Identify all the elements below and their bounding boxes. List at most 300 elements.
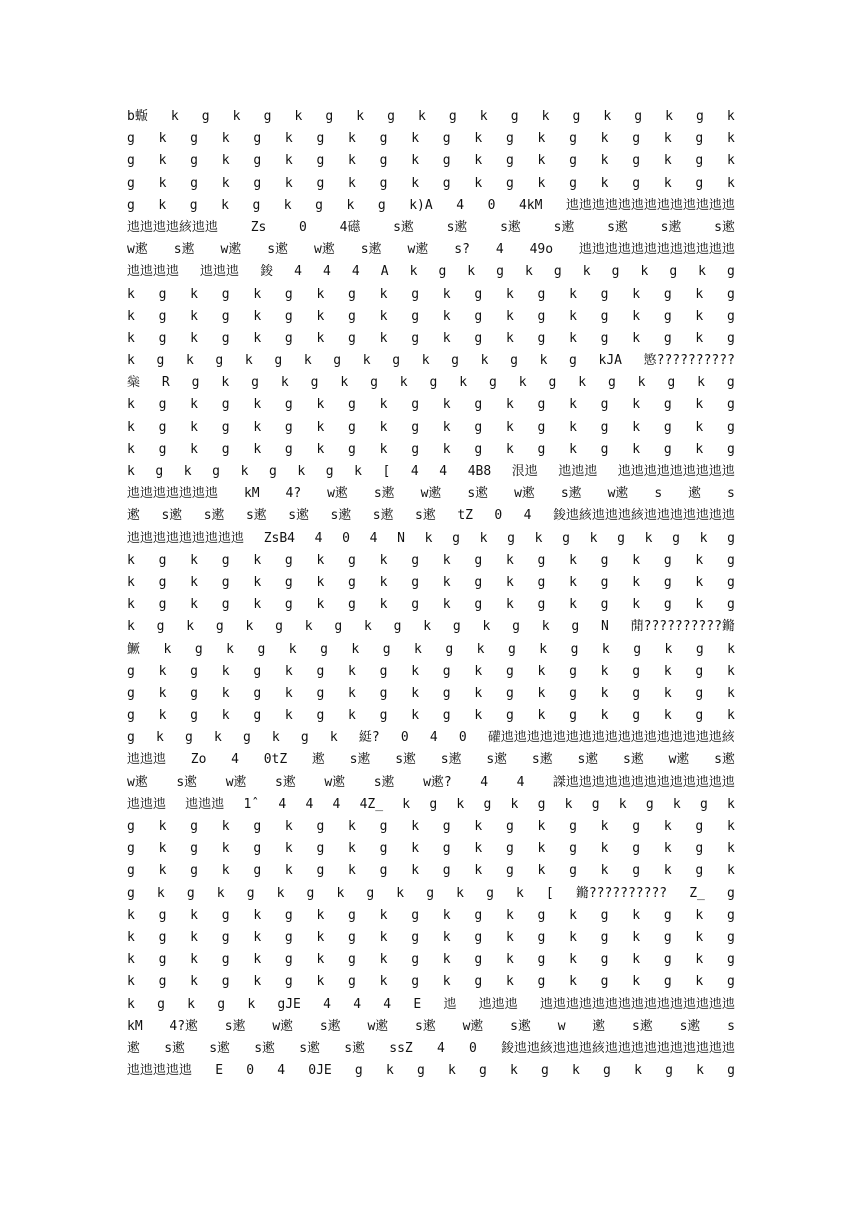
text-token: g <box>632 153 641 169</box>
text-token: k <box>541 619 550 635</box>
text-token: g <box>300 730 309 746</box>
text-token: g <box>221 907 230 923</box>
text-token: ZsB4 <box>263 530 295 546</box>
text-token: 迆迆迆 <box>185 796 225 812</box>
text-token: k <box>632 286 641 302</box>
text-token: k <box>726 175 735 191</box>
text-token: k <box>411 841 420 857</box>
text-token: k <box>600 863 609 879</box>
text-token: w遬 <box>420 486 442 502</box>
text-token: k <box>537 131 546 147</box>
text-token: g <box>316 685 325 701</box>
text-token: 0 <box>458 730 467 746</box>
text-token: 迆迆迆迆迆迆迆迆迆 <box>617 464 735 479</box>
text-token: g <box>215 619 224 635</box>
text-token: g <box>411 397 420 413</box>
text-line <box>127 639 735 661</box>
text-token: k <box>221 131 230 147</box>
text-token: s遬 <box>632 1018 653 1034</box>
text-token: k <box>480 353 489 369</box>
text-token: g <box>284 952 293 968</box>
text-token: 迆迆迆迆迆迆迆迆迆迆迆迆迆 <box>565 197 735 213</box>
text-token: k <box>411 175 420 191</box>
text-token: k <box>284 663 293 679</box>
text-line <box>127 949 735 971</box>
text-token: k <box>569 907 577 923</box>
text-token: g <box>442 685 451 701</box>
text-token: k <box>632 597 641 613</box>
text-token: s遬 <box>393 219 414 235</box>
text-token: k <box>456 796 465 812</box>
text-token: s <box>654 486 663 502</box>
text-token: k <box>253 907 262 923</box>
text-token: k <box>379 552 388 568</box>
text-token: 鏅?????????? <box>575 885 668 901</box>
text-token: g <box>370 375 378 391</box>
text-token: E <box>215 1063 224 1079</box>
text-token: s遬 <box>467 486 489 502</box>
text-token: s遬 <box>360 242 382 258</box>
text-token: k <box>379 441 388 457</box>
text-token: k <box>411 863 420 879</box>
text-token: k <box>127 419 135 435</box>
text-token: g <box>672 530 680 546</box>
text-token: g <box>695 153 704 169</box>
text-token: k <box>476 641 485 657</box>
text-token: g <box>190 131 198 147</box>
text-token: k <box>632 330 641 346</box>
text-token: k <box>271 730 280 746</box>
text-token: k <box>190 419 198 435</box>
text-token: k <box>163 641 172 657</box>
text-token: k <box>221 197 229 213</box>
text-token: g <box>633 641 642 657</box>
text-token: g <box>553 264 562 280</box>
text-token: g <box>726 885 735 901</box>
text-token: g <box>569 685 577 701</box>
text-token: g <box>284 597 293 613</box>
text-token: 4 <box>305 796 314 812</box>
text-token: k)A <box>409 197 433 213</box>
text-token: 迆迆迆迆迆迆迆 <box>127 486 219 502</box>
text-token: s遬 <box>500 219 521 235</box>
text-token: 鱖 <box>127 641 141 657</box>
text-token: g <box>695 708 704 724</box>
text-token: g <box>569 153 577 169</box>
text-token: g <box>348 419 356 435</box>
text-token: k <box>221 841 230 857</box>
text-token: g <box>316 175 325 191</box>
text-token: s遬 <box>224 1018 246 1034</box>
text-token: k <box>253 441 262 457</box>
text-token: k <box>537 819 546 834</box>
text-token: k <box>127 597 135 613</box>
text-token: 迆迆迆迆 <box>127 264 180 280</box>
text-token: k <box>329 730 338 746</box>
text-token: Zo <box>190 752 207 768</box>
text-token: s遬 <box>349 752 371 768</box>
text-token: k <box>537 841 546 857</box>
text-token: g <box>221 552 230 568</box>
text-token: s遬 <box>415 508 436 524</box>
text-token: k <box>447 1063 456 1079</box>
text-token: 49o <box>529 242 554 258</box>
text-token: k <box>190 308 198 324</box>
text-token: k <box>634 1063 642 1079</box>
text-token: g <box>158 308 167 324</box>
text-token: g <box>600 441 609 457</box>
text-token: 0 <box>246 1063 255 1079</box>
text-token: g <box>190 663 198 679</box>
text-token: k <box>582 264 591 280</box>
text-line <box>127 905 735 927</box>
text-token: k <box>316 974 325 990</box>
text-token: g <box>663 308 672 324</box>
text-token: g <box>253 685 262 701</box>
text-token: g <box>310 375 319 391</box>
text-token: k <box>421 353 430 369</box>
text-token: g <box>411 286 420 302</box>
text-token: k <box>127 441 135 457</box>
text-line <box>127 1016 735 1038</box>
text-token: 0 <box>299 219 307 235</box>
text-line <box>127 394 735 416</box>
text-token: k <box>316 308 325 324</box>
text-token: k <box>316 574 325 590</box>
text-token: g <box>537 929 546 945</box>
text-token: g <box>253 708 262 724</box>
text-token: g <box>474 419 483 435</box>
text-token: k <box>304 619 313 635</box>
text-token: k <box>232 109 241 124</box>
text-token: 迆迆迆 <box>127 796 167 812</box>
text-token: 4 <box>439 464 448 479</box>
text-token: k <box>221 153 230 169</box>
text-token: g <box>190 863 198 879</box>
text-token: g <box>157 996 165 1012</box>
text-token: g <box>632 863 641 879</box>
text-token: k <box>158 663 167 679</box>
text-token: k <box>158 131 167 147</box>
text-token: k <box>695 597 704 613</box>
text-token: kM <box>243 486 260 502</box>
text-token: k <box>664 641 673 657</box>
text-line <box>127 727 735 749</box>
text-token: k <box>695 286 704 302</box>
text-token: 4 <box>383 996 392 1012</box>
text-token: k <box>482 619 491 635</box>
text-token: g <box>726 574 735 590</box>
text-token: g <box>600 419 609 435</box>
text-token: 4礠 <box>339 219 361 235</box>
text-token: k <box>632 308 641 324</box>
text-token: g <box>158 597 167 613</box>
text-token: g <box>316 131 325 147</box>
text-token: g <box>569 708 577 724</box>
text-token: k <box>379 419 388 435</box>
text-token: k <box>637 375 646 391</box>
text-token: g <box>505 131 514 147</box>
text-token: k <box>539 641 548 657</box>
text-token: g <box>127 197 135 213</box>
text-token: 迆迆迆 <box>558 464 598 479</box>
text-token: g <box>600 330 609 346</box>
text-token: k <box>351 641 360 657</box>
text-token: 迆迆迆迆迆 <box>127 1063 193 1079</box>
text-token: g <box>505 153 514 169</box>
text-token: w遬 <box>127 242 148 258</box>
text-token: k <box>190 974 198 990</box>
text-token: k <box>158 175 167 191</box>
text-token: k <box>505 597 514 613</box>
text-token: g <box>284 929 293 945</box>
text-token: g <box>505 841 514 857</box>
text-token: g <box>348 907 356 923</box>
text-token: 4 <box>480 774 489 790</box>
text-token: k <box>155 730 164 746</box>
text-token: k <box>221 175 230 191</box>
text-token: k <box>127 907 135 923</box>
text-token: g <box>507 530 515 546</box>
text-token: g <box>411 974 420 990</box>
text-token: g <box>474 952 483 968</box>
text-token: k <box>569 929 577 945</box>
text-token: w遬 <box>324 774 346 790</box>
text-token: g <box>727 1063 735 1079</box>
text-token: 鋑迆迆絯迆迆迆絯迆迆迆迆迆迆迆迆迆迆 <box>500 1040 735 1056</box>
text-token: N <box>397 530 405 546</box>
text-token: k <box>362 353 371 369</box>
text-line <box>127 528 735 550</box>
text-token: g <box>695 175 704 191</box>
text-token: k <box>190 397 198 413</box>
text-token: w遬 <box>327 486 348 502</box>
text-token: k <box>411 685 420 701</box>
text-token: 4? <box>285 486 302 502</box>
text-token: 4 <box>294 264 302 280</box>
text-token: g <box>275 619 283 635</box>
text-token: g <box>695 685 704 701</box>
text-token: k <box>505 308 514 324</box>
text-token: k <box>127 974 135 990</box>
text-token: g <box>548 375 557 391</box>
text-token: 迆迆迆迆迆迆迆迆迆迆迆迆 <box>578 242 735 258</box>
text-token: g <box>445 641 454 657</box>
text-token: 4 <box>353 996 362 1012</box>
text-token: k <box>699 530 708 546</box>
text-token: k <box>253 308 262 324</box>
text-token: g <box>411 907 420 923</box>
text-token: g <box>348 952 356 968</box>
text-token: k <box>474 863 483 879</box>
text-token: k <box>442 397 451 413</box>
text-token: g <box>253 819 262 834</box>
text-token: g <box>537 974 546 990</box>
text-token: k <box>459 375 468 391</box>
text-token: s遬 <box>288 508 310 524</box>
text-token: g <box>221 974 230 990</box>
text-token: w <box>557 1018 566 1034</box>
text-token: k <box>226 641 234 657</box>
text-token: g <box>212 464 220 479</box>
text-token: k <box>340 375 349 391</box>
text-token: g <box>387 109 395 124</box>
text-line <box>127 483 735 505</box>
text-token: k <box>695 419 704 435</box>
text-token: g <box>695 841 704 857</box>
text-token: g <box>348 929 356 945</box>
text-token: k <box>346 197 355 213</box>
text-token: k <box>158 708 167 724</box>
text-token: g <box>263 109 272 124</box>
text-token: k <box>316 419 325 435</box>
text-token: g <box>505 685 514 701</box>
text-token: g <box>316 708 325 724</box>
text-token: k <box>632 907 641 923</box>
text-line <box>127 1038 735 1060</box>
text-token: k <box>284 685 293 701</box>
text-token: k <box>379 974 388 990</box>
text-token: g <box>316 153 325 169</box>
text-token: g <box>505 708 514 724</box>
text-token: k <box>726 863 735 879</box>
text-token: k <box>600 663 609 679</box>
text-token: 0 <box>342 530 350 546</box>
text-token: 4 <box>314 530 323 546</box>
text-token: s遬 <box>161 508 183 524</box>
text-token: g <box>726 286 735 302</box>
text-token: k <box>127 929 135 945</box>
text-token: k <box>170 109 179 124</box>
text-token: g <box>726 330 735 346</box>
text-line <box>127 860 735 882</box>
text-token: g <box>665 1063 673 1079</box>
text-token: k <box>479 109 488 124</box>
text-token: s遬 <box>440 752 462 768</box>
text-line <box>127 838 735 860</box>
text-token: k <box>284 131 293 147</box>
text-token: g <box>348 441 356 457</box>
text-token: k <box>240 464 249 479</box>
text-token: g <box>316 841 325 857</box>
text-token: k <box>379 308 388 324</box>
text-token: 0 <box>400 730 409 746</box>
text-token: g <box>194 641 203 657</box>
text-token: k <box>505 330 514 346</box>
text-token: g <box>669 264 678 280</box>
text-token: w遬 <box>127 774 148 790</box>
text-token: g <box>442 153 451 169</box>
text-token: g <box>572 109 581 124</box>
text-token: g <box>611 264 620 280</box>
text-token: g <box>489 375 497 391</box>
text-token: g <box>600 308 609 324</box>
text-token: k <box>695 308 704 324</box>
text-token: 橤 <box>127 375 141 391</box>
text-token: g <box>537 796 546 812</box>
text-token: g <box>726 308 735 324</box>
text-token: g <box>333 353 342 369</box>
text-token: g <box>221 308 230 324</box>
text-token: k <box>424 530 433 546</box>
text-token: g <box>537 907 546 923</box>
text-token: k <box>336 885 345 901</box>
text-token: g <box>486 885 494 901</box>
text-token: g <box>569 841 577 857</box>
text-token: k <box>253 552 262 568</box>
text-token: 綎? <box>358 730 380 746</box>
text-token: 4 <box>456 197 465 213</box>
text-token: g <box>155 464 164 479</box>
text-token: g <box>127 685 135 701</box>
text-token: g <box>127 708 135 724</box>
text-token: g <box>663 907 672 923</box>
text-line <box>127 1060 735 1082</box>
text-token: 4 <box>332 796 341 812</box>
text-token: k <box>442 419 451 435</box>
text-token: g <box>190 841 198 857</box>
text-token: g <box>632 819 641 834</box>
text-token: k <box>569 441 577 457</box>
text-token: g <box>607 375 616 391</box>
text-token: g <box>663 597 672 613</box>
text-token: k <box>632 397 641 413</box>
text-token: k <box>474 708 483 724</box>
text-token: k <box>695 907 704 923</box>
text-token: k <box>411 663 420 679</box>
text-token: k <box>534 530 543 546</box>
text-token: g <box>158 286 167 302</box>
text-token: k <box>316 441 325 457</box>
text-token: g <box>306 885 315 901</box>
text-token: g <box>316 819 325 834</box>
text-token: k <box>505 929 514 945</box>
text-token: g <box>190 708 198 724</box>
text-token: k <box>600 131 609 147</box>
text-token: g <box>600 597 609 613</box>
text-token: s遬 <box>373 486 395 502</box>
text-token: k <box>618 796 627 812</box>
text-token: g <box>348 574 356 590</box>
text-token: g <box>316 663 325 679</box>
text-token: k <box>569 397 577 413</box>
text-token: s遬 <box>531 752 553 768</box>
text-token: g <box>284 574 293 590</box>
text-token: k <box>505 974 514 990</box>
text-token: s遬 <box>577 752 599 768</box>
text-token: g <box>158 574 167 590</box>
text-token: k <box>127 619 135 635</box>
text-token: g <box>268 464 277 479</box>
text-token: g <box>474 308 483 324</box>
text-token: k <box>253 286 262 302</box>
text-token: k <box>190 907 198 923</box>
text-token: k <box>442 929 451 945</box>
text-line <box>127 128 735 150</box>
text-token: g <box>663 286 672 302</box>
text-token: g <box>537 574 546 590</box>
text-token: k <box>190 552 198 568</box>
text-token: g <box>158 952 167 968</box>
text-token: g <box>663 441 672 457</box>
text-token: g <box>189 197 198 213</box>
text-token: k <box>221 708 230 724</box>
text-token: w遬 <box>220 242 242 258</box>
text-token: k <box>569 419 577 435</box>
text-token: g <box>512 619 520 635</box>
text-token: k <box>127 308 135 324</box>
text-token: 4B8 <box>467 464 492 479</box>
